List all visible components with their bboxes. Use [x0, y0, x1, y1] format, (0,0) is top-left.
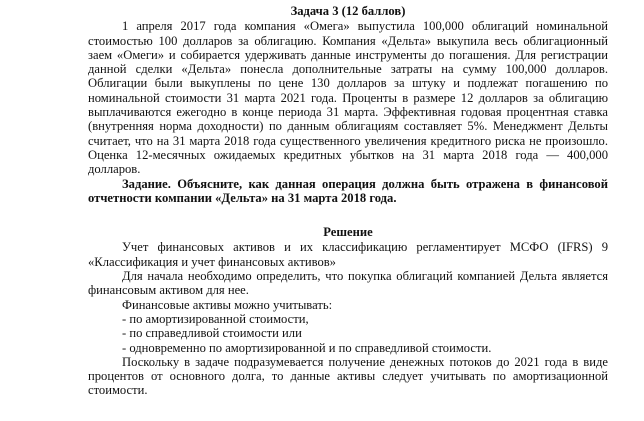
solution-paragraph-1: Учет финансовых активов и их классификацию регламентирует МСФО (IFRS) 9 «Классификация и учет финансовых активов» — [88, 240, 608, 269]
list-item: - одновременно по амортизированной и по справедливой стоимости. — [122, 340, 492, 355]
document-page — [88, 0, 608, 398]
task-title: Задача 3 (12 баллов) — [290, 4, 406, 18]
solution-paragraph-2: Для начала необходимо определить, что покупка облигаций компанией Дельта является финансовым активом для нее. — [88, 269, 608, 298]
solution-paragraph-3: Финансовые активы можно учитывать: — [122, 297, 333, 312]
solution-paragraph-4: Поскольку в задаче подразумевается получение денежных потоков до 2021 года в виде процентов от основного долга, то данные активы следует учитывать по амортизационной стоимости. — [88, 354, 608, 398]
solution-title: Решение — [323, 225, 373, 240]
list-item: - по амортизированной стоимости, — [122, 311, 309, 326]
task-question: Задание. Объясните, как данная операция должна быть отражена в финансовой отчетности компании «Дельта» на 31 марта 2018 года. — [88, 176, 608, 205]
list-item: - по справедливой стоимости или — [122, 326, 302, 341]
task-text: 1 апреля 2017 года компания «Омега» выпустила 100,000 облигаций номинальной стоимостью 100 долларов за облигацию. Компания «Дельта» выкупила весь облигационный заем «Омеги» и собирается удерживать данные инструменты до погашения. Для регистрации данной сделки «Дельта» понесла дополнительные затраты на сумму 100,000 долларов. Облигации были выкуплены по цене 130 долларов за штуку и подлежат погашению по номинальной стоимости 31 марта 2021 года. Проценты в размере 12 долларов за облигацию выплачиваются ежегодно в конце периода 31 марта. Эффективная годовая процентная ставка (внутренняя норма доходности) по данным облигациям составляет 5%. Менеджмент Дельты считает, что на 31 марта 2018 года существенного увеличения кредитного риска не произошло. Оценка 12-месячных ожидаемых кредитных убытков на 31 марта 2018 года — 400,000 долларов. — [88, 19, 608, 177]
spacer — [88, 205, 608, 221]
